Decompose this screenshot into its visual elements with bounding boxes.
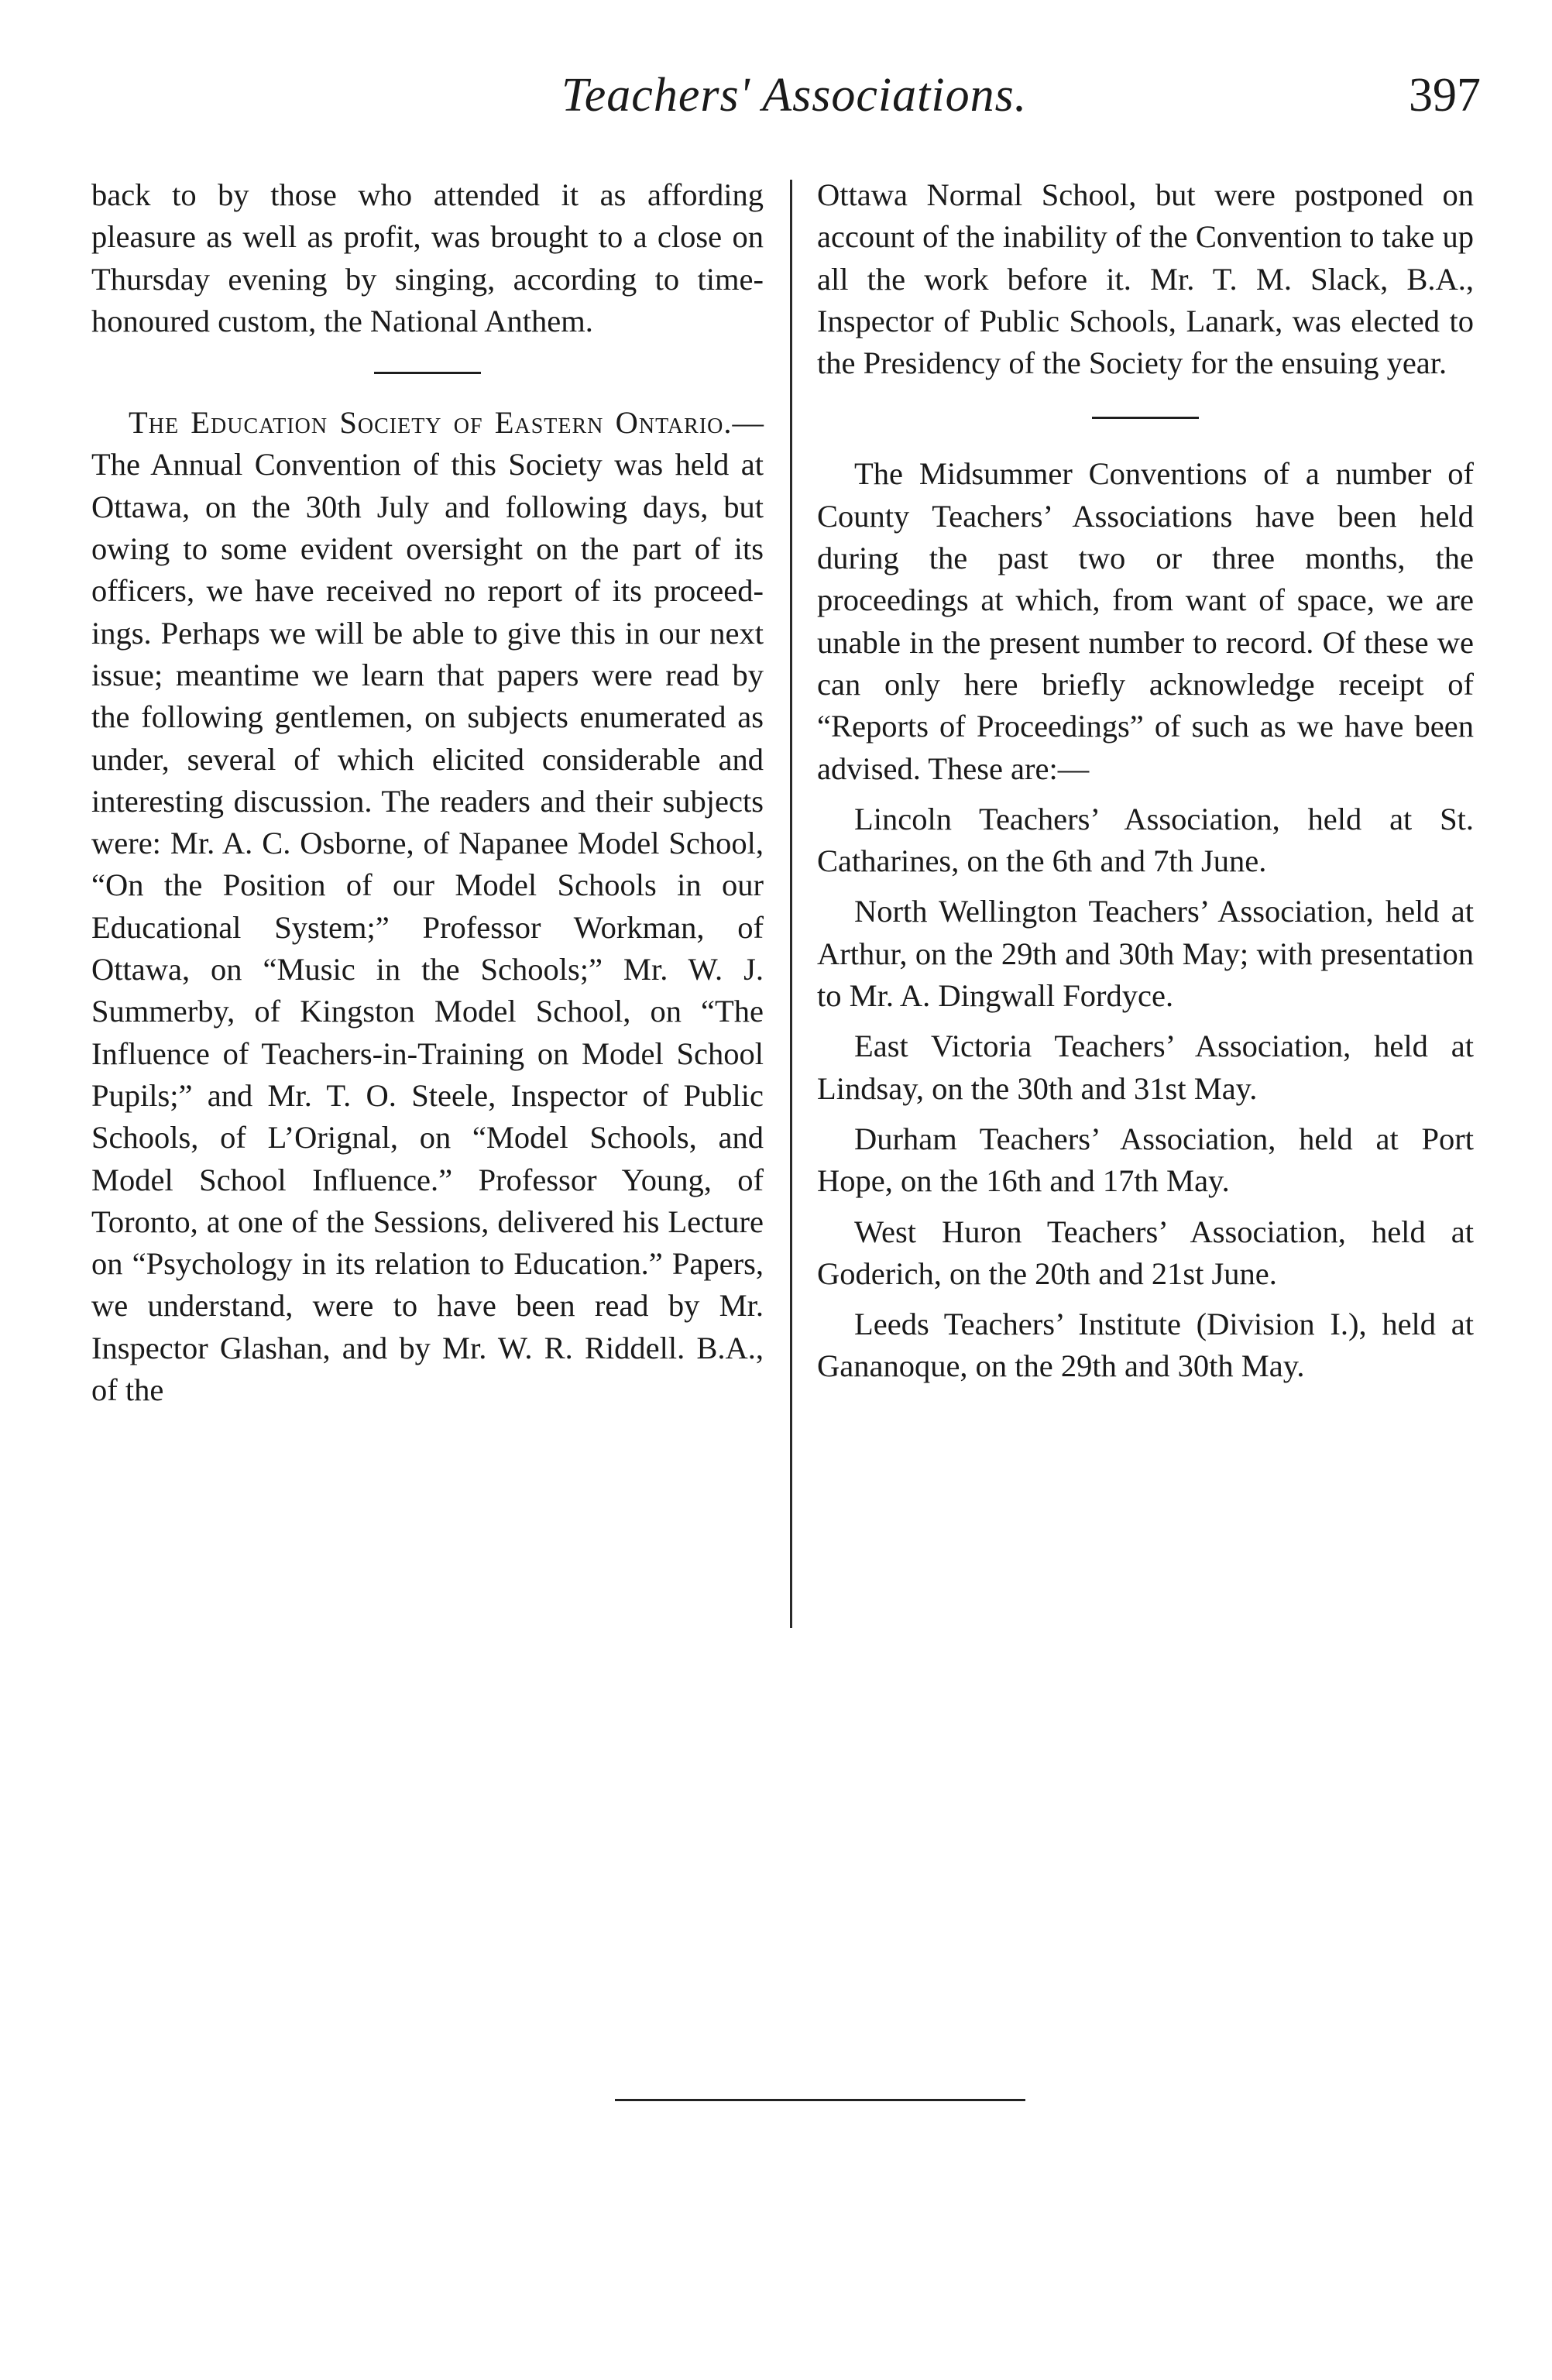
right-column bbox=[817, 174, 1474, 1396]
association-entry: Durham Teachers’ Association, held at Port Hope, on the 16th and 17th May. bbox=[817, 1121, 1474, 1199]
page-number: 397 bbox=[1409, 69, 1481, 122]
section-separator bbox=[1092, 417, 1199, 419]
running-head-title: Teachers' Associations. bbox=[561, 69, 1028, 122]
association-entry: Leeds Teachers’ Institute (Division I.), held at Gananoque, on the 29th and 30th May. bbox=[817, 1307, 1474, 1384]
section-separator bbox=[374, 372, 481, 374]
continuation-paragraph: Ottawa Normal School, but were postponed on account of the inability of the Convention to take up all the work before it. Mr. T. M. Slack, B.A., Inspector of Public Schools, Lanark, was elected to the Presidency of the Society for the ensuing year. bbox=[817, 177, 1474, 381]
section-heading: The Education Society of Eastern Ontario. bbox=[129, 405, 733, 441]
end-rule bbox=[615, 2099, 1025, 2101]
association-entry: Lincoln Teachers’ Association, held at St. Catharines, on the 6th and 7th June. bbox=[817, 801, 1474, 879]
opening-paragraph: back to by those who attended it as affording pleasure as well as profit, was brought to a close on Thursday evening by singing, according to time-honoured custom, the National Anthem. bbox=[91, 177, 764, 338]
midsummer-paragraph: The Midsummer Conventions of a number of County Teachers’ Associations have been held during the past two or three months, the proceedings at which, from want of space, we are unable in the present number to record. Of these we can only here briefly acknowledge receipt of “Reports of Proceedings” of such as we have been advised. These are:— bbox=[817, 456, 1474, 786]
running-head bbox=[0, 68, 1552, 138]
left-column bbox=[91, 174, 764, 1411]
column-divider bbox=[790, 180, 792, 1628]
association-entry: North Wellington Teachers’ Association, held at Arthur, on the 29th and 30th May; with presentation to Mr. A. Dingwall Fordyce. bbox=[817, 894, 1474, 1014]
association-entry: West Huron Teachers’ Association, held at Goderich, on the 20th and 21st June. bbox=[817, 1214, 1474, 1291]
eastern-ontario-body: —The Annual Convention of this Society was held at Ottawa, on the 30th July and following days, but owing to some evident oversight on the part of its officers, we have received no report of its proceedings. Perhaps we will be able to give this in our next issue; meantime we learn that papers were read by the following gentlemen, on subjects enumerated as under, several of which elicited considerable and interesting discussion. The readers and their subjects were: Mr. A. C. Osborne, of Napanee Model School, “On the Position of our Model Schools in our Educational System;” Professor Workman, of Ottawa, on “Music in the Schools;” Mr. W. J. Summerby, of Kingston Model School, on “The Influence of Teachers-in-Training on Model School Pupils;” and Mr. T. O. Steele, Inspector of Public Schools, of L’Orignal, on “Model Schools, and Model School Influence.” Professor Young, of Toronto, at one of the Sessions, delivered his Lecture on “Psychology in its relation to Education.” Papers, we understand, were to have been read by Mr. Inspector Glashan, and by Mr. W. R. Riddell. B.A., of the bbox=[91, 405, 764, 1408]
eastern-ontario-paragraph bbox=[91, 402, 764, 1411]
association-entry: East Victoria Teachers’ Association, held at Lindsay, on the 30th and 31st May. bbox=[817, 1029, 1474, 1106]
